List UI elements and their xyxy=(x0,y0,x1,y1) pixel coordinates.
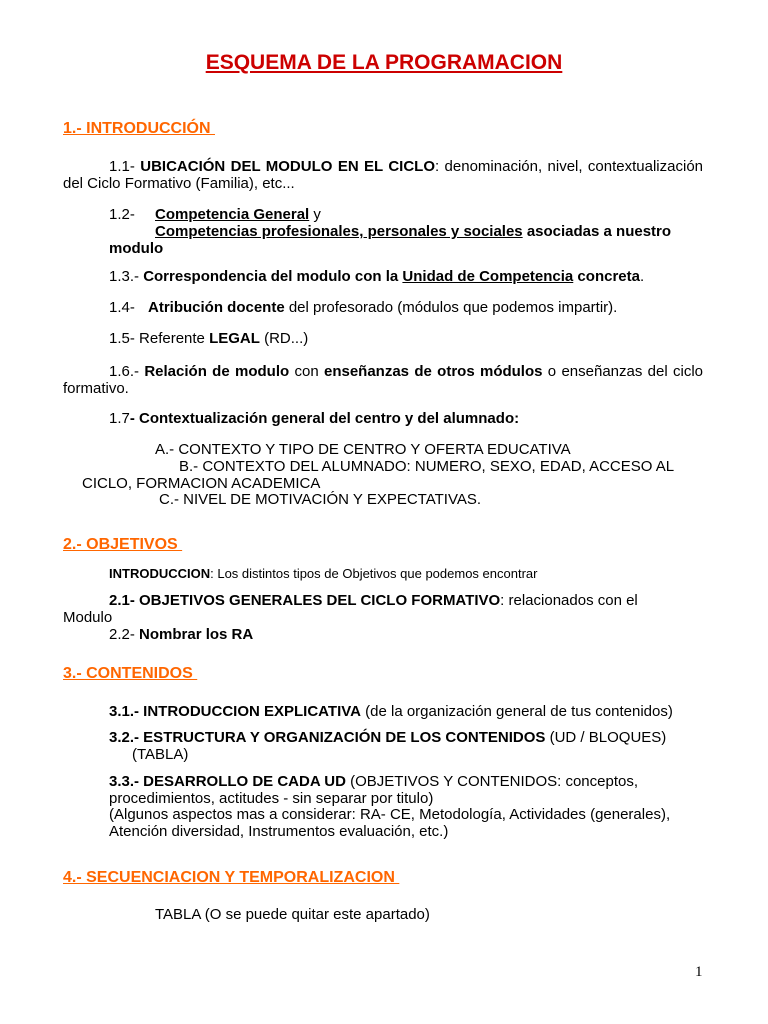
sub-item-c: C.- NIVEL DE MOTIVACIÓN Y EXPECTATIVAS. xyxy=(159,491,482,508)
item-text: (de la organización general de tus contenidos) xyxy=(360,703,673,720)
item-1-7 xyxy=(109,410,519,427)
item-bold: 3.1.- INTRODUCCION EXPLICATIVA xyxy=(109,703,361,720)
objetivos-intro xyxy=(109,566,537,581)
item-1-2-line1 xyxy=(155,206,321,223)
item-text: y xyxy=(309,206,321,223)
sub-item-a: A.- CONTEXTO Y TIPO DE CENTRO Y OFERTA EDUCATIVA xyxy=(155,441,571,458)
item-bold: enseñanzas de otros módulos xyxy=(323,363,543,380)
page-number: 1 xyxy=(695,964,703,980)
section-heading-introduccion: 1.- INTRODUCCIÓN xyxy=(63,120,215,137)
item-1-5 xyxy=(109,330,308,347)
item-number: 1.6.- xyxy=(109,363,145,380)
item-bold: - Contextualización general del centro y del alumnado: xyxy=(129,410,520,427)
item-number: 1.3.- xyxy=(109,268,144,285)
item-text: con xyxy=(289,363,324,380)
item-bold: Relación de modulo xyxy=(144,363,290,380)
item-bold: Atribución docente xyxy=(148,299,285,316)
unidad-competencia-text: Unidad de Competencia xyxy=(402,268,574,285)
section-heading-contenidos: 3.- CONTENIDOS xyxy=(63,665,198,682)
item-bold: 3.2.- ESTRUCTURA Y ORGANIZACIÓN DE LOS CONTENIDOS xyxy=(109,729,546,746)
page-title: ESQUEMA DE LA PROGRAMACION xyxy=(205,51,563,74)
item-text: o enseñanzas del ciclo formativo. xyxy=(63,363,704,397)
item-2-1-line2: Modulo xyxy=(63,609,113,626)
item-number: 1.1- xyxy=(109,158,141,175)
item-bold: concreta xyxy=(573,268,640,285)
item-text: . xyxy=(639,268,645,285)
section-heading-secuenciacion: 4.- SECUENCIACION Y TEMPORALIZACION xyxy=(63,869,400,886)
item-bold: 3.3.- DESARROLLO DE CADA UD xyxy=(109,773,346,790)
competencia-general-text: Competencia General xyxy=(155,206,310,223)
item-3-2-line2: (TABLA) xyxy=(132,746,189,763)
item-bold: 2.1- OBJETIVOS GENERALES DEL CICLO FORMATIVO xyxy=(109,592,501,609)
item-1-2-line3: modulo xyxy=(109,240,164,257)
item-2-1 xyxy=(109,592,638,609)
item-text: : denominación, nivel, contextualización del Ciclo Formativo (Familia), etc... xyxy=(63,158,704,192)
item-3-3-line2: procedimientos, actitudes - sin separar por titulo) xyxy=(109,790,434,807)
item-text: asociadas a nuestro xyxy=(522,223,672,240)
item-text: (RD...) xyxy=(259,330,309,347)
item-1-2-number: 1.2- xyxy=(109,206,135,223)
item-number: 1.5- Referente xyxy=(109,330,210,347)
item-bold: LEGAL xyxy=(209,330,260,347)
sub-item-b-line1: B.- CONTEXTO DEL ALUMNADO: NUMERO, SEXO, EDAD, ACCESO AL xyxy=(179,458,675,475)
item-3-2 xyxy=(109,729,666,746)
item-3-3 xyxy=(109,773,638,790)
sub-item-b-line2: CICLO, FORMACION ACADEMICA xyxy=(82,475,321,492)
item-text: del profesorado (módulos que podemos impartir). xyxy=(284,299,618,316)
item-1-4-text xyxy=(148,299,617,316)
item-bold: Nombrar los RA xyxy=(139,626,254,643)
item-2-2 xyxy=(109,626,253,643)
item-text: (OBJETIVOS Y CONTENIDOS: conceptos, xyxy=(345,773,638,790)
item-3-3-line3: (Algunos aspectos mas a considerar: RA- CE, Metodología, Actividades (generales), xyxy=(109,806,671,823)
item-bold: Correspondencia del modulo con la xyxy=(143,268,403,285)
item-1-1 xyxy=(63,158,703,192)
section-heading-objetivos: 2.- OBJETIVOS xyxy=(63,536,183,553)
item-bold: UBICACIÓN DEL MODULO EN EL CICLO xyxy=(140,158,435,175)
competencias-profesionales-text: Competencias profesionales, personales y sociales xyxy=(155,223,523,240)
item-text: (UD / BLOQUES) xyxy=(545,729,667,746)
item-1-6 xyxy=(63,363,703,397)
item-bold: INTRODUCCION xyxy=(109,566,211,581)
item-text: : relacionados con el xyxy=(500,592,638,609)
item-3-1 xyxy=(109,703,673,720)
item-3-3-line4: Atención diversidad, Instrumentos evaluación, etc.) xyxy=(109,823,449,840)
item-text: : Los distintos tipos de Objetivos que podemos encontrar xyxy=(210,566,538,581)
tabla-note: TABLA (O se puede quitar este apartado) xyxy=(155,906,430,923)
item-1-4 xyxy=(109,299,135,316)
item-1-3 xyxy=(109,268,644,285)
item-number: 1.7 xyxy=(109,410,130,427)
item-number: 1.4- xyxy=(109,299,135,316)
item-number: 2.2- xyxy=(109,626,140,643)
item-1-2-line2 xyxy=(155,223,671,240)
